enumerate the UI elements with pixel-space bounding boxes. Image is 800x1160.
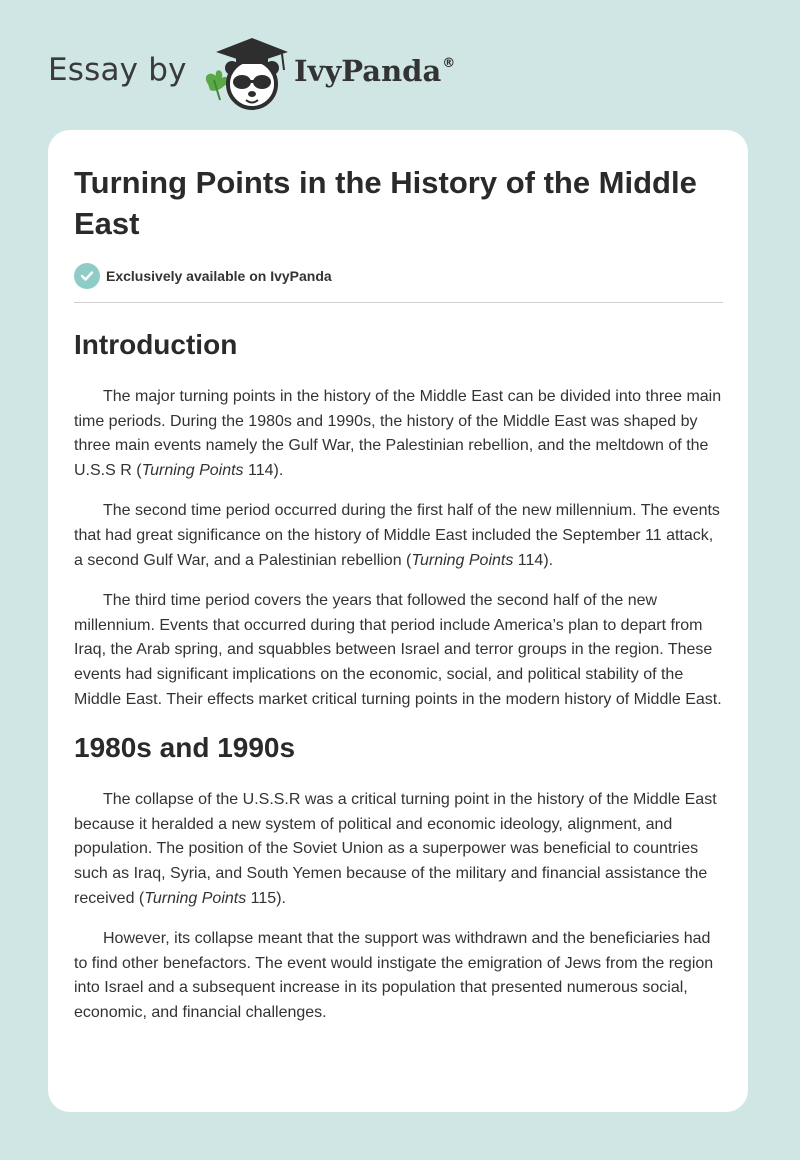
paragraph: The second time period occurred during the first half of the new millennium. The events that had great significance on the history of Middle East included the September 11 attack, a second Gulf War, and a Palestinian rebellion (Turning Points 114). bbox=[74, 502, 720, 569]
site-header bbox=[48, 34, 508, 114]
paragraph: However, its collapse meant that the support was withdrawn and the beneficiaries had to find other benefactors. The event would instigate the emigration of Jews from the region into Israel and a subsequent increase in its population that presented numerous social, economic, and financial challenges. bbox=[74, 930, 714, 1021]
paragraph: The third time period covers the years that followed the second half of the new millennium. Events that occurred during that period include America’s plan to depart from Iraq, the Arab spring, and squabbles between Israel and terror groups in the region. These events had significant implications on the economic, social, and political stability of the Middle East. Their effects market critical turning points in the modern history of Middle East. bbox=[74, 592, 722, 708]
paragraph: The collapse of the U.S.S.R was a critical turning point in the history of the Middle East because it heralded a new system of political and economic ideology, alignment, and population. The position of the Soviet Union as a superpower was beneficial to countries such as Iraq, Syria, and South Yemen because of the military and financial assistance the received (Turning Points 115). bbox=[74, 791, 717, 907]
divider bbox=[74, 302, 723, 303]
panda-graduate-icon[interactable] bbox=[200, 34, 290, 114]
page-title: Turning Points in the History of the Middle East bbox=[74, 165, 697, 241]
brand-prefix: Essay by bbox=[48, 52, 187, 88]
exclusive-badge bbox=[74, 262, 722, 290]
section-heading-1980s-1990s: 1980s and 1990s bbox=[74, 732, 296, 764]
paragraph: The major turning points in the history of the Middle East can be divided into three main time periods. During the 1980s and 1990s, the history of the Middle East was shaped by three main events namely the Gulf War, the Palestinian rebellion, and the meltdown of the U.S.S R (Turning Points 114). bbox=[74, 388, 722, 479]
exclusive-text: Exclusively available on IvyPanda bbox=[106, 268, 332, 284]
article-card bbox=[48, 130, 748, 1112]
brand-name[interactable]: IvyPanda® bbox=[294, 54, 456, 88]
check-icon bbox=[74, 263, 100, 289]
section-heading-introduction: Introduction bbox=[74, 329, 238, 360]
